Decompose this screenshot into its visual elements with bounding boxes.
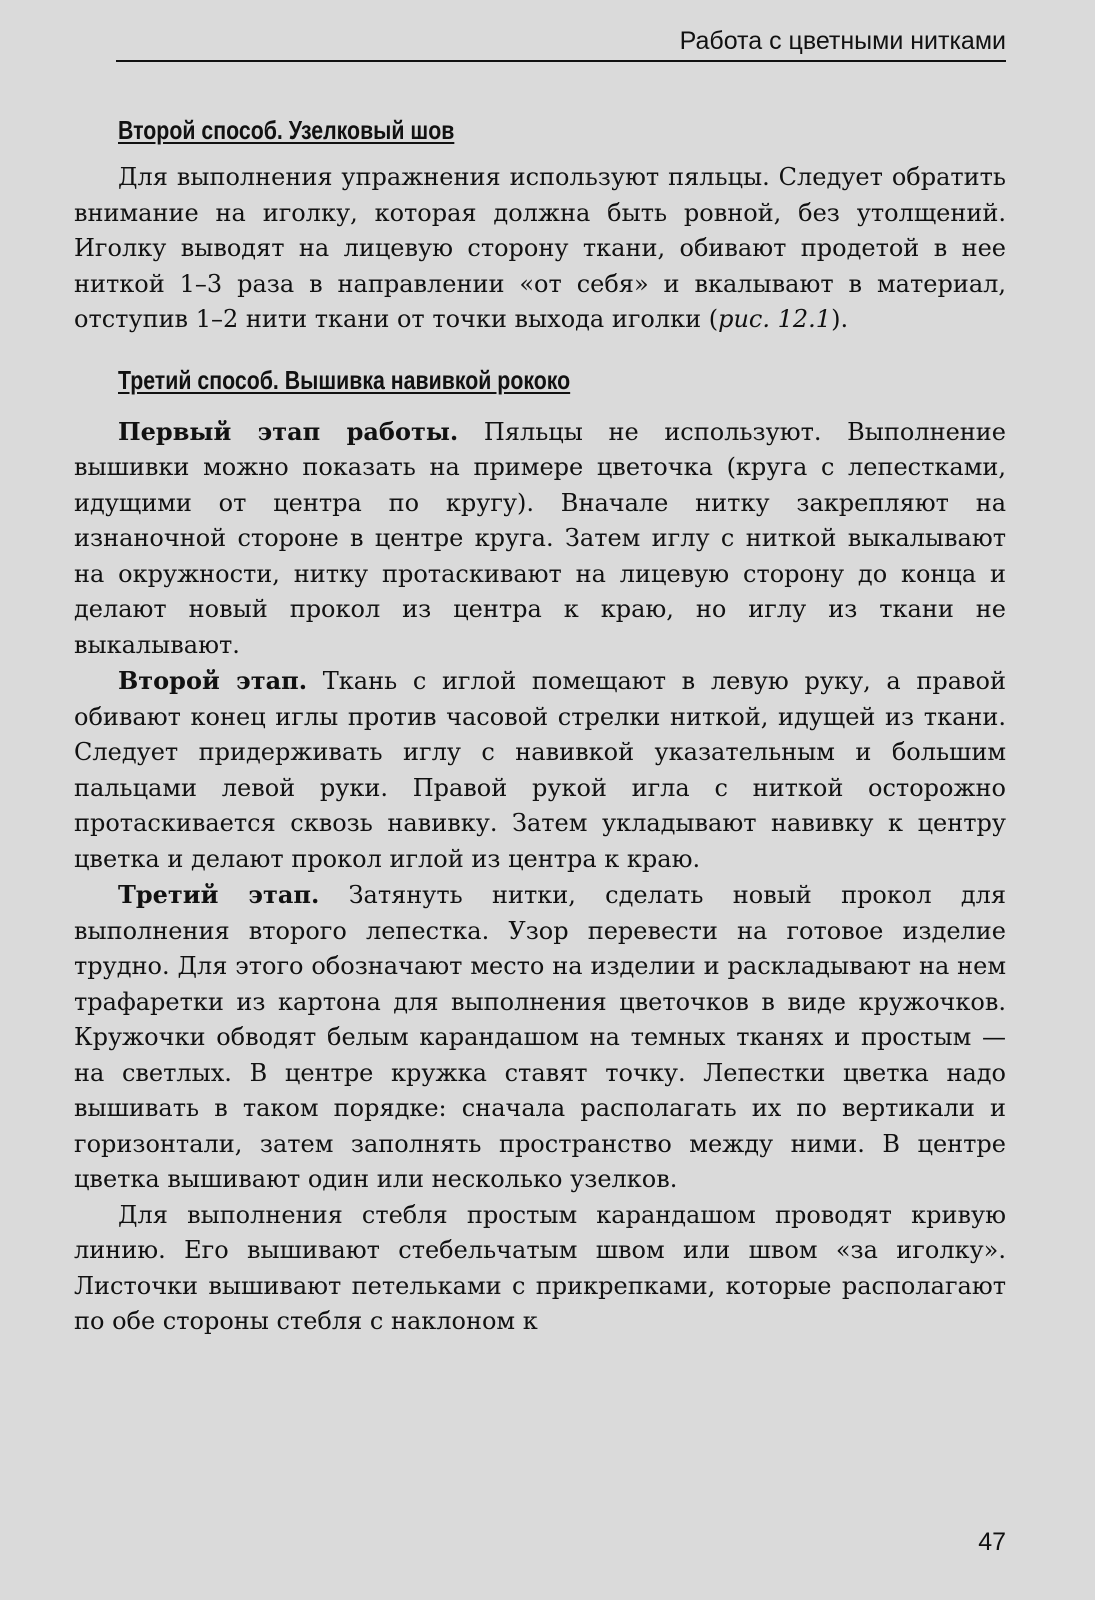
heading-third-method: Третий способ. Вышивка навивкой рококо bbox=[118, 364, 571, 395]
body-text bbox=[74, 110, 1006, 1340]
running-title: Работа с цветными нитками bbox=[679, 27, 1006, 55]
paragraph-second-method bbox=[74, 160, 1006, 338]
stage-1-text: Пяльцы не используют. Выполнение вышивки можно показать на примере цветочка (круга с лепестками, идущими от центра по кругу). Вначале нитку закрепляют на изнаночной стороне в центре круга. Затем иглу с ниткой выкалывают на окружности, нитку протаскивают на лицевую сторону до конца и делают новый прокол из центра к краю, но иглу из ткани не выкалывают. bbox=[74, 417, 1006, 659]
figure-reference: рис. 12.1 bbox=[718, 305, 832, 333]
second-method-end: ). bbox=[831, 305, 849, 333]
second-method-text: Для выполнения упражнения используют пяльцы. Следует обратить внимание на иголку, которая должна быть ровной, без утолщений. Иголку выводят на лицевую сторону ткани, обивают продетой в нее ниткой 1–3 раза в направлении «от себя» и вкалывают в материал, отступив 1–2 нити ткани от точки выхода иголки ( bbox=[74, 163, 1006, 333]
paragraph-stage-1 bbox=[74, 414, 1006, 664]
paragraph-stage-3 bbox=[74, 877, 1006, 1198]
heading-second-method: Второй способ. Узелковый шов bbox=[118, 115, 455, 145]
stage-1-label: Первый этап работы. bbox=[118, 416, 459, 446]
paragraph-stem bbox=[74, 1198, 1006, 1340]
stage-2-text: Ткань с иглой помещают в левую руку, а правой обивают конец иглы против часовой стрелки ниткой, идущей из ткани. Следует придерживать иглу с навивкой указательным и большим пальцами левой руки. Правой рукой игла с ниткой осторожно протаскивается сквозь навивку. Затем укладывают навивку к центру цветка и делают прокол иглой из центра к краю. bbox=[74, 667, 1006, 873]
running-header bbox=[116, 24, 1006, 62]
paragraph-stage-2 bbox=[74, 663, 1006, 877]
stage-3-label: Третий этап. bbox=[118, 880, 320, 909]
stem-text: Для выполнения стебля простым карандашом проводят кривую линию. Его вышивают стебельчатым швом или швом «за иголку». Листочки вышивают петельками с прикрепками, которые располагают по обе стороны стебля с наклоном к bbox=[74, 1200, 1006, 1335]
stage-3-text: Затянуть нитки, сделать новый прокол для выполнения второго лепестка. Узор перевести на готовое изделие трудно. Для этого обозначают место на изделии и раскладывают на нем трафаретки из картона для выполнения цветочков в виде кружочков. Кружочки обводят белым карандашом на темных тканях и простым — на светлых. В центре кружка ставят точку. Лепестки цветка надо вышивать в таком порядке: сначала располагать их по вертикали и горизонтали, затем заполнять пространство между ними. В центре цветка вышивают один или несколько узелков. bbox=[74, 881, 1006, 1193]
page-number: 47 bbox=[978, 1528, 1006, 1556]
stage-2-label: Второй этап. bbox=[118, 666, 308, 695]
